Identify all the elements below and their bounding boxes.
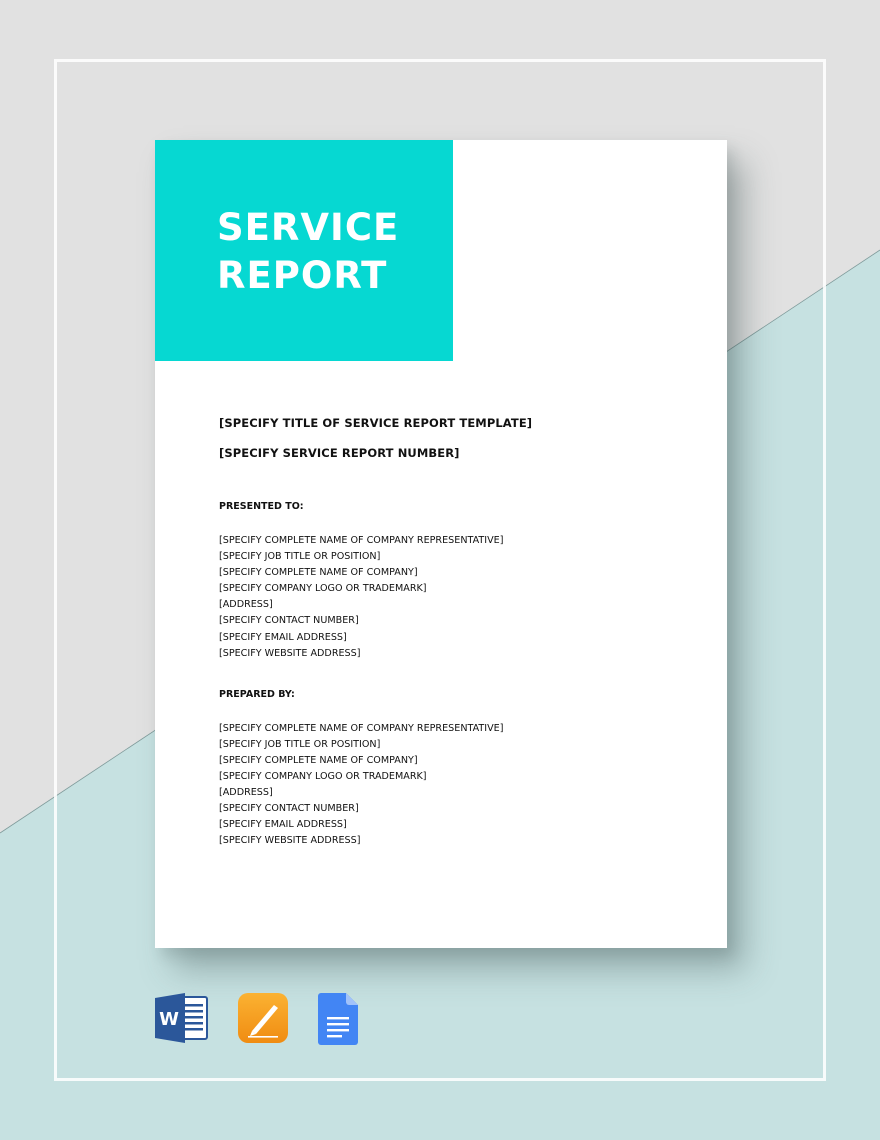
pages-icon[interactable] [238, 993, 288, 1043]
prepared-by-lines [219, 721, 679, 850]
document-title [217, 204, 399, 300]
presented-to-line: [SPECIFY JOB TITLE OR POSITION] [219, 551, 381, 563]
title-banner [155, 140, 453, 361]
presented-to-lines [219, 533, 679, 662]
prepared-by-line: [SPECIFY CONTACT NUMBER] [219, 803, 359, 815]
presented-to-line: [SPECIFY CONTACT NUMBER] [219, 615, 359, 627]
word-icon-letter: W [159, 1009, 179, 1030]
prepared-by-line: [SPECIFY JOB TITLE OR POSITION] [219, 738, 381, 750]
title-line-2: REPORT [217, 254, 388, 297]
google-docs-icon[interactable] [318, 993, 358, 1045]
prepared-by-line: [SPECIFY EMAIL ADDRESS] [219, 819, 347, 831]
document-page [155, 140, 727, 948]
presented-to-line: [SPECIFY EMAIL ADDRESS] [219, 631, 347, 643]
presented-to-line: [SPECIFY COMPANY LOGO OR TRADEMARK] [219, 583, 427, 595]
prepared-by-line: [SPECIFY WEBSITE ADDRESS] [219, 835, 361, 847]
prepared-by-label: PREPARED BY: [219, 688, 295, 700]
prepared-by-line: [SPECIFY COMPANY LOGO OR TRADEMARK] [219, 771, 427, 783]
word-icon[interactable] [155, 993, 209, 1043]
prepared-by-line: [SPECIFY COMPLETE NAME OF COMPANY REPRESENTATIVE] [219, 722, 504, 734]
prepared-by-line: [SPECIFY COMPLETE NAME OF COMPANY] [219, 754, 418, 766]
presented-to-line: [ADDRESS] [219, 599, 273, 611]
prepared-by-line: [ADDRESS] [219, 787, 273, 799]
presented-to-line: [SPECIFY COMPLETE NAME OF COMPANY] [219, 567, 418, 579]
presented-to-line: [SPECIFY WEBSITE ADDRESS] [219, 647, 361, 659]
presented-to-line: [SPECIFY COMPLETE NAME OF COMPANY REPRESENTATIVE] [219, 535, 504, 546]
presented-to-label: PRESENTED TO: [219, 501, 304, 512]
report-title-placeholder: [SPECIFY TITLE OF SERVICE REPORT TEMPLATE] [219, 416, 533, 430]
document-body [219, 416, 679, 850]
title-line-1: SERVICE [217, 206, 400, 249]
report-number-placeholder: [SPECIFY SERVICE REPORT NUMBER] [219, 446, 460, 460]
